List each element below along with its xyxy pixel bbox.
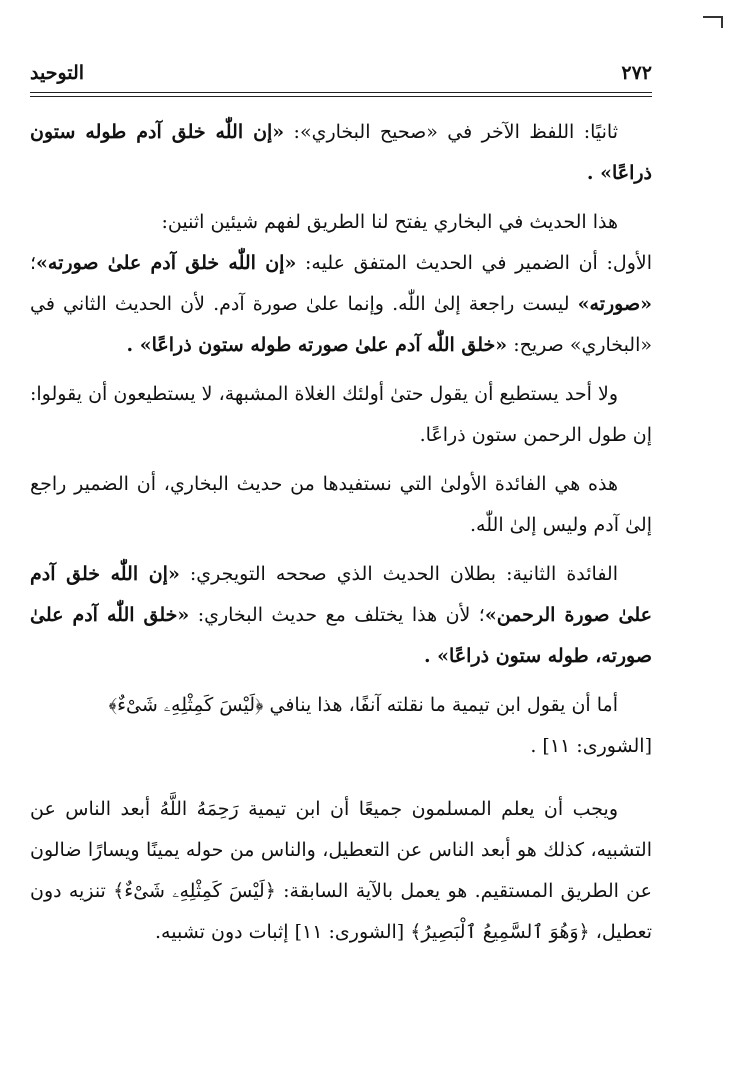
paragraph-4: ولا أحد يستطيع أن يقول حتىٰ أولئك الغلاة المشبهة، لا يستطيعون أن يقولوا: إن طول الرحمن ستون ذراعًا. <box>30 383 652 446</box>
paragraph-2: هذا الحديث في البخاري يفتح لنا الطريق لفهم شيئين اثنين: <box>161 211 618 233</box>
header-rule-bottom <box>30 96 652 97</box>
verse-reference: [الشورى: ١١] . <box>530 735 652 757</box>
paragraph-8: ويجب أن يعلم المسلمون جميعًا أن ابن تيمية رَحِمَهُ اللَّهُ أبعد الناس عن التشبيه، كذلك هو أبعد الناس عن التعطيل، والناس من حوله يمينًا ويسارًا ضالون عن الطريق المستقيم. هو يعمل بالآية السابقة: ﴿لَيْسَ كَمِثْلِهِۦ شَىْءٌ﴾ تنزيه دون تعطيل، ﴿وَهُوَ ٱلسَّمِيعُ ٱلْبَصِيرُ﴾ [الشورى: ١١] إثبات دون تشبيه. <box>30 798 652 943</box>
paragraph-6: الفائدة الثانية: بطلان الحديث الذي صححه التويجري: «إن اللّٰه خلق آدم علىٰ صورة الرحمن»؛ لأن هذا يختلف مع حديث البخاري: «خلق اللّٰه آدم علىٰ صورته، طوله ستون ذراعًا» . <box>30 563 652 667</box>
body-text <box>30 112 652 953</box>
paragraph-5: هذه هي الفائدة الأولىٰ التي نستفيدها من حديث البخاري، أن الضمير راجع إلىٰ آدم وليس إلىٰ اللّٰه. <box>30 473 652 536</box>
corner-fold-mark <box>703 16 723 28</box>
running-header <box>30 56 652 90</box>
page-number: ٢٧٢ <box>621 62 652 84</box>
paragraph-3: الأول: أن الضمير في الحديث المتفق عليه: «إن اللّٰه خلق آدم علىٰ صورته»؛ «صورته» ليست راجعة إلىٰ اللّٰه. وإنما علىٰ صورة آدم. لأن الحديث الثاني في «البخاري» صريح: «خلق اللّٰه آدم علىٰ صورته طوله ستون ذراعًا» . <box>30 252 652 356</box>
hadith-quote: «صورته» <box>577 293 652 315</box>
hadith-quote: «إن اللّٰه خلق آدم طوله ستون ذراعًا» . <box>30 121 652 184</box>
hadith-quote: «خلق اللّٰه آدم علىٰ صورته، طوله ستون ذراعًا» . <box>30 604 652 667</box>
quran-verse: ﴿وَهُوَ ٱلسَّمِيعُ ٱلْبَصِيرُ﴾ <box>410 921 590 943</box>
header-rule-top <box>30 92 652 93</box>
hadith-quote: «إن اللّٰه خلق آدم علىٰ صورة الرحمن» <box>30 563 652 626</box>
quran-verse: ﴿لَيْسَ كَمِثْلِهِۦ شَىْءٌ﴾ <box>108 694 264 716</box>
hadith-quote: «خلق اللّٰه آدم علىٰ صورته طوله ستون ذراعًا» . <box>126 334 508 356</box>
hadith-quote: «إن اللّٰه خلق آدم علىٰ صورته» <box>36 252 297 274</box>
chapter-title: التوحيد <box>30 62 85 84</box>
quran-verse: ﴿لَيْسَ كَمِثْلِهِۦ شَىْءٌ﴾ <box>113 880 276 902</box>
paragraph-7: أما أن يقول ابن تيمية ما نقلته آنفًا، هذا ينافي ﴿لَيْسَ كَمِثْلِهِۦ شَىْءٌ﴾ [الشورى: ١١] . <box>30 685 652 767</box>
paragraph-1: ثانيًا: اللفظ الآخر في «صحيح البخاري»: «إن اللّٰه خلق آدم طوله ستون ذراعًا» . <box>30 121 652 184</box>
